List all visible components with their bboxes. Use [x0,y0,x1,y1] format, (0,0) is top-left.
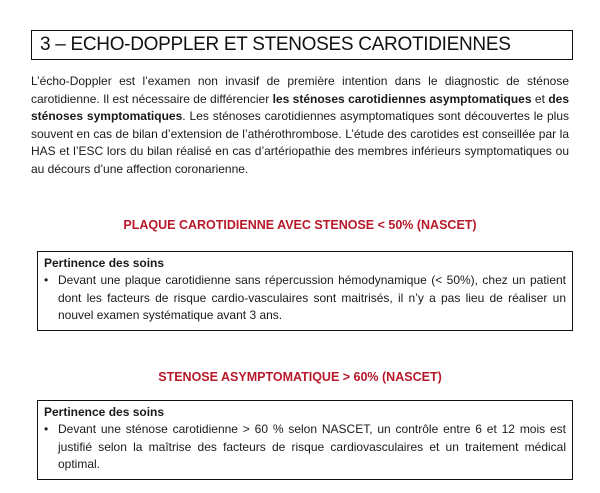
intro-text-1: L’écho-Doppler est l’examen non invasif de première intention dans le diagnostic de sténose carotidienne. Il est nécessaire de différencier [31,74,569,106]
care-box-title: Pertinence des soins [44,256,165,270]
care-bullet-item [44,421,566,473]
intro-bold-1: les sténoses carotidiennes asymptomatiques [272,91,532,106]
intro-text-3: . Les sténoses carotidiennes asymptomatiques sont découvertes le plus souvent en cas de bilan d’extension de l’athérothrombose. L’étude des carotides est conseillée par la HAS et l’ESC lors du bilan réalisé en cas d’artériopathie des membres inférieurs symptomatiques ou au décours d’une affection coronarienne. [31,109,569,176]
bullet-glyph: • [44,273,49,288]
intro-bold-2: des sténoses symptomatiques [31,91,570,124]
care-bullet-text: Devant une sténose carotidienne > 60 % selon NASCET, un contrôle entre 6 et 12 mois est justifié selon la maîtrise des facteurs de risque cardiovasculaires et un traitement médical optimal. [58,422,566,472]
intro-paragraph [31,73,569,179]
care-bullet-item [44,272,566,324]
care-bullet-text: Devant une plaque carotidienne sans répercussion hémodynamique (< 50%), chez un patient dont les facteurs de risque cardio-vasculaires sont maitrisés, il n’y a pas lieu de réaliser un nouvel examen systématique avant 3 ans. [58,273,566,323]
section-title-text: 3 – ECHO-DOPPLER ET STENOSES CAROTIDIENNES [40,34,511,55]
care-box-stenose [37,400,573,480]
heading-stenose-asymptomatique-60: STENOSE ASYMPTOMATIQUE > 60% (NASCET) [158,370,442,384]
bullet-glyph: • [44,422,49,437]
intro-text-2: et [531,91,549,106]
care-box-plaque [37,251,573,331]
section-title [31,30,573,60]
care-box-title: Pertinence des soins [44,405,165,419]
heading-plaque-stenose-50: PLAQUE CAROTIDIENNE AVEC STENOSE < 50% (NASCET) [123,218,477,232]
